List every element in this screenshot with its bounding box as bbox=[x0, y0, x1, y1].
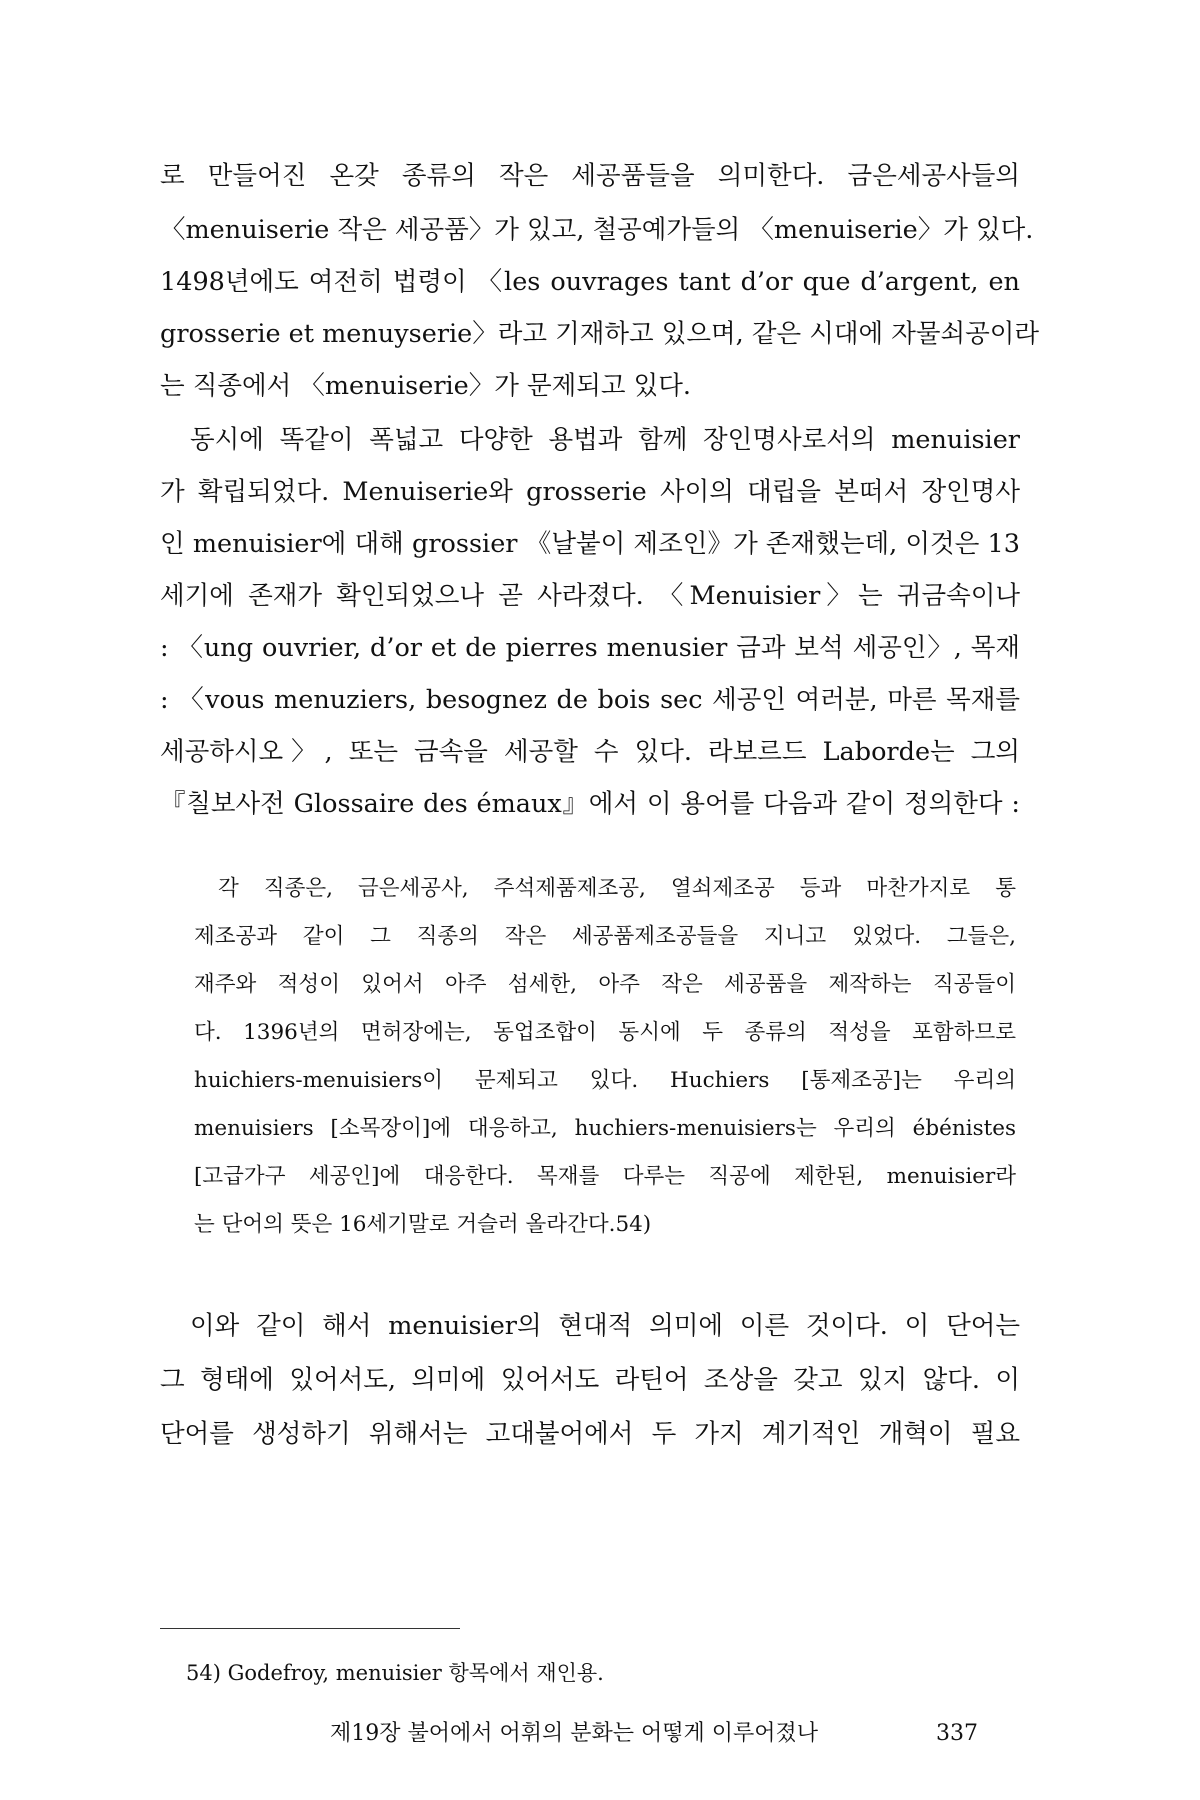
body-line: 는 직종에서 〈menuiserie〉가 문제되고 있다. bbox=[160, 371, 692, 401]
quote-line: [고급가구 세공인]에 대응한다. 목재를 다루는 직공에 제한된, menuisier라 bbox=[194, 1164, 1016, 1189]
body-line: 그 형태에 있어서도, 의미에 있어서도 라틴어 조상을 갖고 있지 않다. 이 bbox=[160, 1365, 1020, 1395]
footnote: 54) Godefroy, menuisier 항목에서 재인용. bbox=[186, 1661, 604, 1685]
body-line: 동시에 똑같이 폭넓고 다양한 용법과 함께 장인명사로서의 menuisier bbox=[190, 425, 1020, 455]
quote-line: 각 직종은, 금은세공사, 주석제품제조공, 열쇠제조공 등과 마찬가지로 통 bbox=[218, 876, 1016, 901]
body-line: 가 확립되었다. Menuiserie와 grosserie 사이의 대립을 본떠서 장인명사 bbox=[160, 477, 1020, 507]
quote-line: 제조공과 같이 그 직종의 작은 세공품제조공들을 지니고 있었다. 그들은, bbox=[194, 924, 1016, 949]
body-line: 〈menuiserie 작은 세공품〉가 있고, 철공예가들의 〈menuiserie〉가 있다. bbox=[160, 215, 1034, 245]
body-line: : 〈vous menuziers, besognez de bois sec 세공인 여러분, 마른 목재를 bbox=[160, 685, 1020, 715]
body-line: 세공하시오〉, 또는 금속을 세공할 수 있다. 라보르드 Laborde는 그의 bbox=[160, 737, 1020, 767]
body-line: 세기에 존재가 확인되었으나 곧 사라졌다. 〈Menuisier〉는 귀금속이나 bbox=[160, 581, 1020, 611]
body-line: 로 만들어진 온갖 종류의 작은 세공품들을 의미한다. 금은세공사들의 bbox=[160, 161, 1020, 191]
body-line: : 〈ung ouvrier, d’or et de pierres menusier 금과 보석 세공인〉, 목재 bbox=[160, 633, 1020, 663]
quote-line: menuisiers [소목장이]에 대응하고, huchiers-menuisiers는 우리의 ébénistes bbox=[194, 1116, 1016, 1141]
quote-line: 는 단어의 뜻은 16세기말로 거슬러 올라간다.54) bbox=[194, 1212, 652, 1237]
body-line: 1498년에도 여전히 법령이 〈les ouvrages tant d’or que d’argent, en bbox=[160, 267, 1020, 297]
quote-line: huichiers-menuisiers이 문제되고 있다. Huchiers [통제조공]는 우리의 bbox=[194, 1068, 1016, 1093]
body-line: 『칠보사전 Glossaire des émaux』에서 이 용어를 다음과 같이 정의한다 : bbox=[160, 789, 1020, 819]
body-line: grosserie et menuyserie〉라고 기재하고 있으며, 같은 시대에 자물쇠공이라 bbox=[160, 319, 1040, 349]
quote-line: 다. 1396년의 면허장에는, 동업조합이 동시에 두 종류의 적성을 포함하므로 bbox=[194, 1020, 1016, 1045]
body-line: 인 menuisier에 대해 grossier 《날붙이 제조인》가 존재했는데, 이것은 13 bbox=[160, 529, 1020, 559]
body-line: 단어를 생성하기 위해서는 고대불어에서 두 가지 계기적인 개혁이 필요 bbox=[160, 1419, 1020, 1449]
running-footer-chapter-title: 제19장 불어에서 어휘의 분화는 어떻게 이루어졌나 bbox=[330, 1721, 819, 1746]
body-line: 이와 같이 해서 menuisier의 현대적 의미에 이른 것이다. 이 단어는 bbox=[190, 1311, 1020, 1341]
page-number: 337 bbox=[936, 1721, 978, 1746]
quote-line: 재주와 적성이 있어서 아주 섬세한, 아주 작은 세공품을 제작하는 직공들이 bbox=[194, 972, 1016, 997]
footnote-divider bbox=[160, 1628, 460, 1629]
